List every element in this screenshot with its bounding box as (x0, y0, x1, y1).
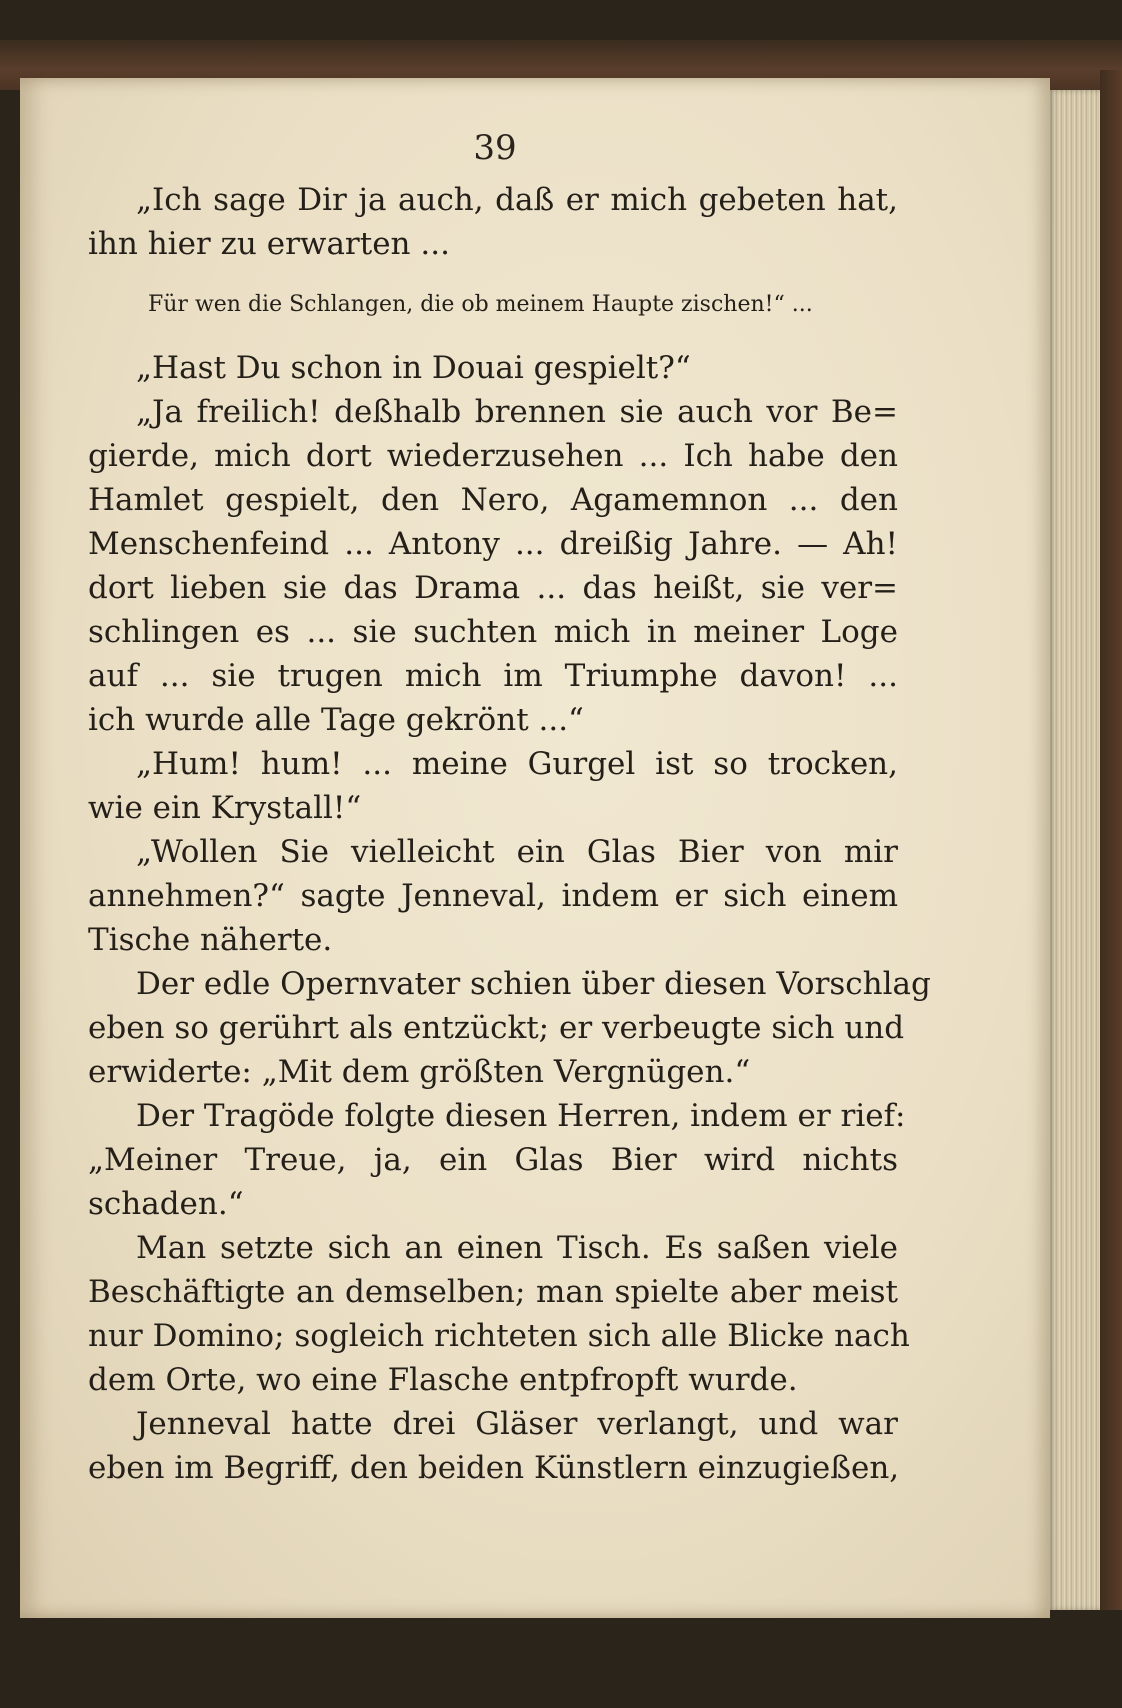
text-line: eben im Begriff, den beiden Künstlern einzugießen, (88, 1450, 900, 1486)
verse-quote: Für wen die Schlangen, die ob meinem Haupte zischen!“ ... (148, 292, 813, 317)
text-line: ihn hier zu erwarten ... (88, 226, 450, 262)
book-cover-right (1100, 70, 1122, 1610)
text-line: gierde, mich dort wiederzusehen ... Ich habe den (88, 438, 898, 474)
text-line: nur Domino; sogleich richteten sich alle Blicke nach (88, 1318, 910, 1354)
text-line: Menschenfeind ... Antony ... dreißig Jahre. — Ah! (88, 526, 898, 562)
text-line: wie ein Krystall!“ (88, 790, 362, 826)
text-line: schlingen es ... sie suchten mich in meiner Loge (88, 614, 898, 650)
text-line: Der edle Opernvater schien über diesen Vorschlag (136, 966, 931, 1002)
text-line: Hamlet gespielt, den Nero, Agamemnon ... den (88, 482, 898, 518)
text-line: ich wurde alle Tage gekrönt ...“ (88, 702, 584, 738)
text-line: Tische näherte. (88, 922, 333, 958)
page-number: 39 (473, 128, 517, 168)
text-line: „Ja freilich! deßhalb brennen sie auch vor Be= (136, 394, 898, 430)
text-line: schaden.“ (88, 1186, 244, 1222)
text-line: Beschäftigte an demselben; man spielte aber meist (88, 1274, 898, 1310)
text-line: „Wollen Sie vielleicht ein Glas Bier von mir (136, 834, 898, 870)
text-line: „Hast Du schon in Douai gespielt?“ (136, 350, 691, 386)
text-line: erwiderte: „Mit dem größten Vergnügen.“ (88, 1054, 751, 1090)
text-line: dem Orte, wo eine Flasche entpfropft wurde. (88, 1362, 798, 1398)
text-line: „Meiner Treue, ja, ein Glas Bier wird nichts (88, 1142, 898, 1178)
text-line: „Hum! hum! ... meine Gurgel ist so trocken, (136, 746, 898, 782)
book-page (20, 78, 1050, 1618)
text-line: Man setzte sich an einen Tisch. Es saßen viele (136, 1230, 898, 1266)
page-text (88, 178, 931, 1490)
text-line: Jenneval hatte drei Gläser verlangt, und war (136, 1406, 898, 1442)
text-line: dort lieben sie das Drama ... das heißt, sie ver= (88, 570, 898, 606)
text-line: „Ich sage Dir ja auch, daß er mich gebeten hat, (136, 182, 898, 218)
text-line: annehmen?“ sagte Jenneval, indem er sich einem (88, 878, 898, 914)
text-line: Der Tragöde folgte diesen Herren, indem er rief: (136, 1098, 906, 1134)
text-line: auf ... sie trugen mich im Triumphe davon! ... (88, 658, 898, 694)
page-edges (1048, 90, 1100, 1610)
text-line: eben so gerührt als entzückt; er verbeugte sich und (88, 1010, 905, 1046)
